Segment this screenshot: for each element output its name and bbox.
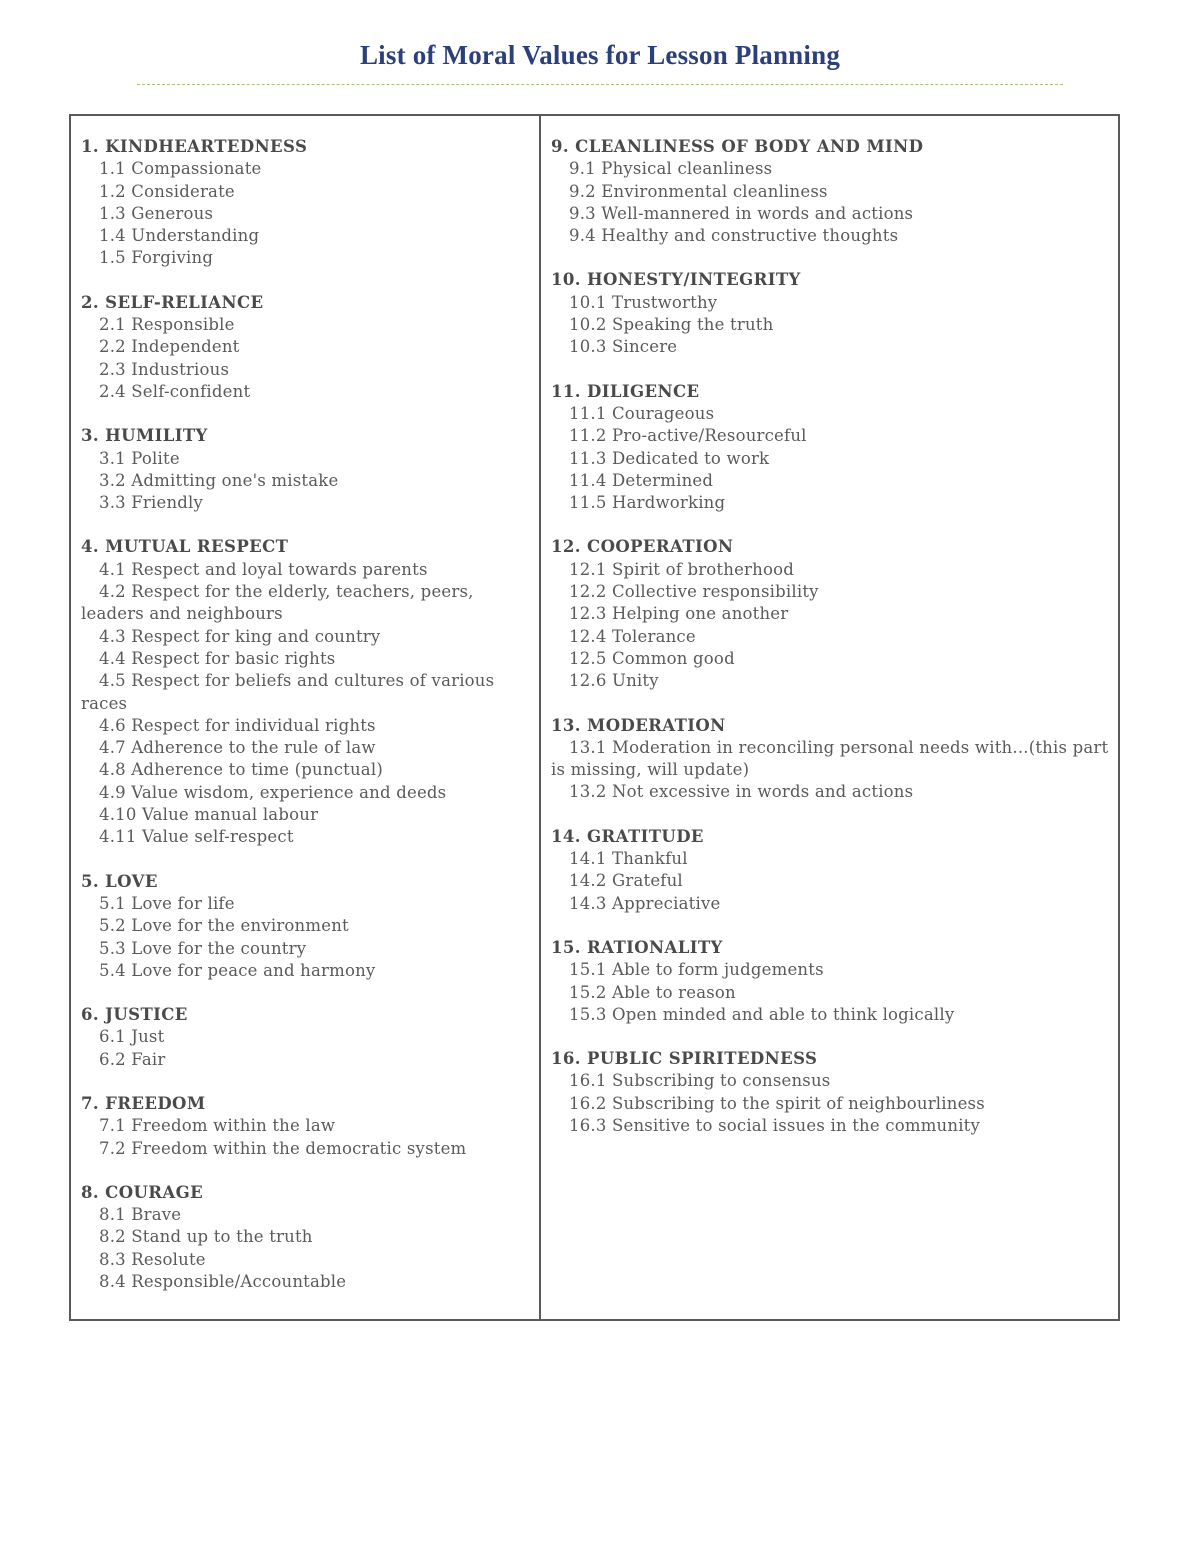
value-section [551, 937, 1112, 1026]
value-section [81, 292, 533, 403]
value-item: 8.3 Resolute [99, 1249, 206, 1269]
value-item: 1.3 Generous [99, 203, 214, 223]
section-heading: 9. CLEANLINESS OF BODY AND MIND [551, 137, 924, 156]
value-item: 4.4 Respect for basic rights [99, 648, 336, 668]
value-section [81, 536, 533, 848]
value-item: 6.2 Fair [99, 1049, 166, 1069]
value-item: 8.4 Responsible/Accountable [99, 1272, 347, 1292]
value-item: 4.11 Value self-respect [99, 827, 294, 847]
value-item: 4.10 Value manual labour [99, 805, 319, 825]
value-item: 4.1 Respect and loyal towards parents [99, 559, 428, 579]
value-item: 13.1 Moderation in reconciling personal needs with...(this part is missing, will update) [551, 737, 1109, 780]
value-item: 16.1 Subscribing to consensus [569, 1071, 831, 1091]
right-column [541, 116, 1118, 1319]
value-item: 4.9 Value wisdom, experience and deeds [99, 782, 447, 802]
value-item: 1.4 Understanding [99, 226, 260, 246]
value-item: 14.1 Thankful [569, 849, 688, 869]
value-item: 14.2 Grateful [569, 871, 683, 891]
value-item: 12.6 Unity [569, 671, 659, 691]
value-item: 10.1 Trustworthy [569, 292, 718, 312]
value-item: 10.2 Speaking the truth [569, 315, 774, 335]
value-item: 4.3 Respect for king and country [99, 626, 381, 646]
value-item: 14.3 Appreciative [569, 893, 721, 913]
value-item: 4.5 Respect for beliefs and cultures of various races [81, 671, 495, 713]
value-item: 5.2 Love for the environment [99, 916, 349, 936]
left-column [71, 116, 541, 1319]
section-heading: 13. MODERATION [551, 715, 726, 735]
value-item: 6.1 Just [99, 1027, 165, 1047]
value-section [551, 826, 1112, 915]
value-item: 7.1 Freedom within the law [99, 1116, 336, 1136]
section-heading: 7. FREEDOM [81, 1093, 206, 1113]
section-heading: 12. COOPERATION [551, 537, 734, 557]
section-heading: 14. GRATITUDE [551, 826, 704, 846]
values-table [69, 114, 1120, 1321]
value-item: 3.3 Friendly [99, 493, 204, 513]
value-item: 12.1 Spirit of brotherhood [569, 559, 795, 579]
value-section [551, 269, 1112, 358]
value-item: 10.3 Sincere [569, 337, 678, 357]
value-item: 1.1 Compassionate [99, 159, 262, 179]
value-item: 8.1 Brave [99, 1205, 182, 1225]
value-section [81, 871, 533, 982]
value-item: 7.2 Freedom within the democratic system [99, 1138, 467, 1158]
section-heading: 16. PUBLIC SPIRITEDNESS [551, 1049, 818, 1069]
value-item: 15.2 Able to reason [569, 982, 736, 1002]
section-heading: 1. KINDHEARTEDNESS [81, 137, 308, 156]
value-section [81, 1004, 533, 1071]
value-item: 11.2 Pro-active/Resourceful [569, 426, 807, 446]
value-item: 11.1 Courageous [569, 403, 715, 423]
value-item: 15.3 Open minded and able to think logically [569, 1004, 955, 1024]
section-heading: 3. HUMILITY [81, 426, 208, 446]
value-item: 2.1 Responsible [99, 315, 235, 335]
section-heading: 8. COURAGE [81, 1182, 204, 1202]
value-item: 15.1 Able to form judgements [569, 960, 824, 980]
value-item: 4.2 Respect for the elderly, teachers, peers, leaders and neighbours [81, 582, 474, 624]
section-heading: 2. SELF-RELIANCE [81, 292, 264, 312]
title-divider [137, 84, 1063, 85]
value-item: 12.2 Collective responsibility [569, 582, 819, 602]
value-section [81, 1093, 533, 1160]
value-item: 12.5 Common good [569, 648, 735, 668]
section-heading: 11. DILIGENCE [551, 381, 700, 401]
value-item: 12.4 Tolerance [569, 626, 696, 646]
value-item: 5.3 Love for the country [99, 938, 307, 958]
value-item: 4.8 Adherence to time (punctual) [99, 760, 383, 780]
value-item: 1.2 Considerate [99, 181, 235, 201]
value-item: 5.1 Love for life [99, 893, 235, 913]
value-section [81, 1182, 533, 1293]
value-item: 16.3 Sensitive to social issues in the community [569, 1115, 981, 1135]
value-section [81, 136, 533, 270]
value-item: 5.4 Love for peace and harmony [99, 960, 376, 980]
value-section [551, 536, 1112, 692]
value-section [551, 715, 1112, 804]
value-item: 11.3 Dedicated to work [569, 448, 770, 468]
value-item: 16.2 Subscribing to the spirit of neighbourliness [569, 1093, 985, 1113]
value-item: 2.2 Independent [99, 337, 240, 357]
value-item: 1.5 Forgiving [99, 248, 214, 268]
value-item: 4.6 Respect for individual rights [99, 715, 376, 735]
value-item: 2.4 Self-confident [99, 381, 251, 401]
value-item: 9.4 Healthy and constructive thoughts [569, 226, 899, 246]
section-heading: 5. LOVE [81, 871, 158, 891]
value-item: 3.2 Admitting one's mistake [99, 470, 339, 490]
value-item: 9.3 Well-mannered in words and actions [569, 203, 914, 223]
value-item: 2.3 Industrious [99, 359, 230, 379]
value-item: 4.7 Adherence to the rule of law [99, 738, 376, 758]
value-section [81, 425, 533, 514]
value-item: 13.2 Not excessive in words and actions [569, 782, 914, 802]
value-item: 11.5 Hardworking [569, 493, 726, 513]
page-title: List of Moral Values for Lesson Planning [359, 40, 841, 70]
value-item: 8.2 Stand up to the truth [99, 1227, 313, 1247]
section-heading: 15. RATIONALITY [551, 937, 723, 957]
value-item: 12.3 Helping one another [569, 604, 789, 624]
value-section [551, 1048, 1112, 1137]
value-section [551, 136, 1112, 247]
value-section [551, 381, 1112, 515]
value-item: 11.4 Determined [569, 470, 714, 490]
section-heading: 10. HONESTY/INTEGRITY [551, 270, 801, 290]
value-item: 3.1 Polite [99, 448, 180, 468]
section-heading: 4. MUTUAL RESPECT [81, 537, 289, 557]
value-item: 9.2 Environmental cleanliness [569, 181, 828, 201]
section-heading: 6. JUSTICE [81, 1005, 188, 1025]
value-item: 9.1 Physical cleanliness [569, 159, 773, 179]
